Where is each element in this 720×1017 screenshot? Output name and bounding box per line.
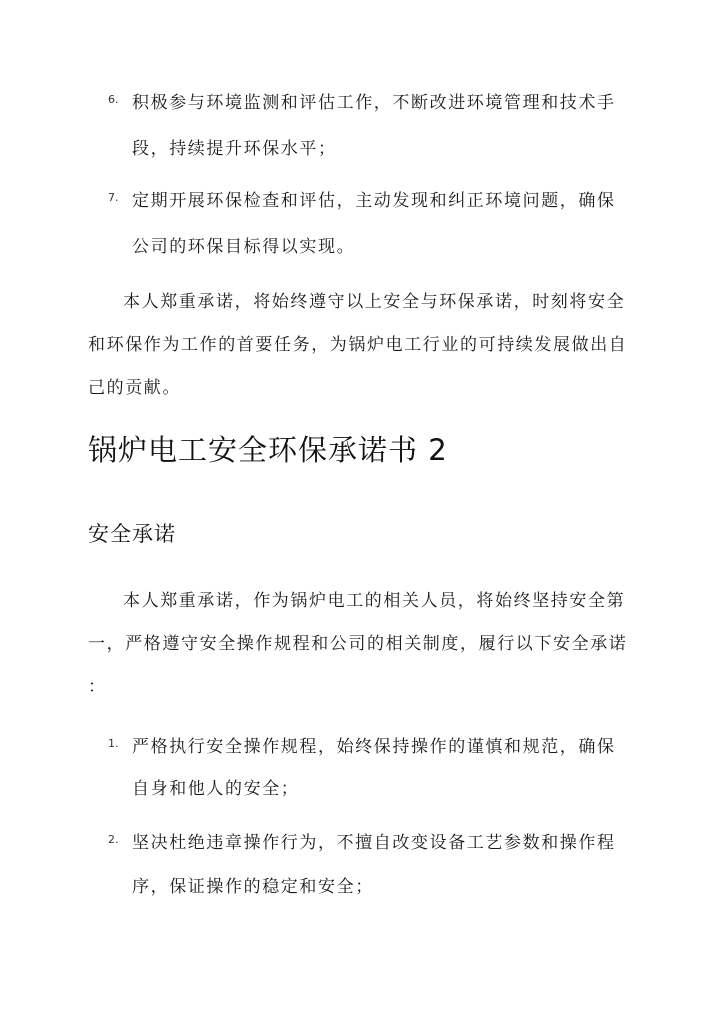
paragraph-line: 本人郑重承诺，将始终遵守以上安全与环保承诺，时刻将安全 <box>123 292 626 312</box>
section-subtitle: 安全承诺 <box>88 522 176 546</box>
paragraph-line: 本人郑重承诺，作为锅炉电工的相关人员，将始终坚持安全第 <box>123 591 626 611</box>
paragraph-line: ： <box>88 677 107 697</box>
list-number: 6. <box>108 93 119 106</box>
list-number: 2. <box>108 833 119 846</box>
list-item-line: 公司的环保目标得以实现。 <box>132 237 356 257</box>
list-number: 7. <box>108 191 119 204</box>
list-item-line: 序，保证操作的稳定和安全； <box>132 877 374 897</box>
list-item-line: 段，持续提升环保水平； <box>132 139 337 159</box>
section-title: 锅炉电工安全环保承诺书 2 <box>88 433 448 467</box>
list-item-line: 定期开展环保检查和评估，主动发现和纠正环境问题，确保 <box>132 191 616 211</box>
paragraph-line: 和环保作为工作的首要任务，为锅炉电工行业的可持续发展做出自 <box>88 335 628 355</box>
list-number: 1. <box>108 737 119 750</box>
list-item-line: 自身和他人的安全； <box>132 779 300 799</box>
list-item-line: 积极参与环境监测和评估工作，不断改进环境管理和技术手 <box>132 93 616 113</box>
paragraph-line: 一，严格遵守安全操作规程和公司的相关制度，履行以下安全承诺 <box>88 634 628 654</box>
paragraph-line: 己的贡献。 <box>88 378 181 398</box>
list-item-line: 坚决杜绝违章操作行为，不擅自改变设备工艺参数和操作程 <box>132 833 616 853</box>
list-item-line: 严格执行安全操作规程，始终保持操作的谨慎和规范，确保 <box>132 737 616 757</box>
